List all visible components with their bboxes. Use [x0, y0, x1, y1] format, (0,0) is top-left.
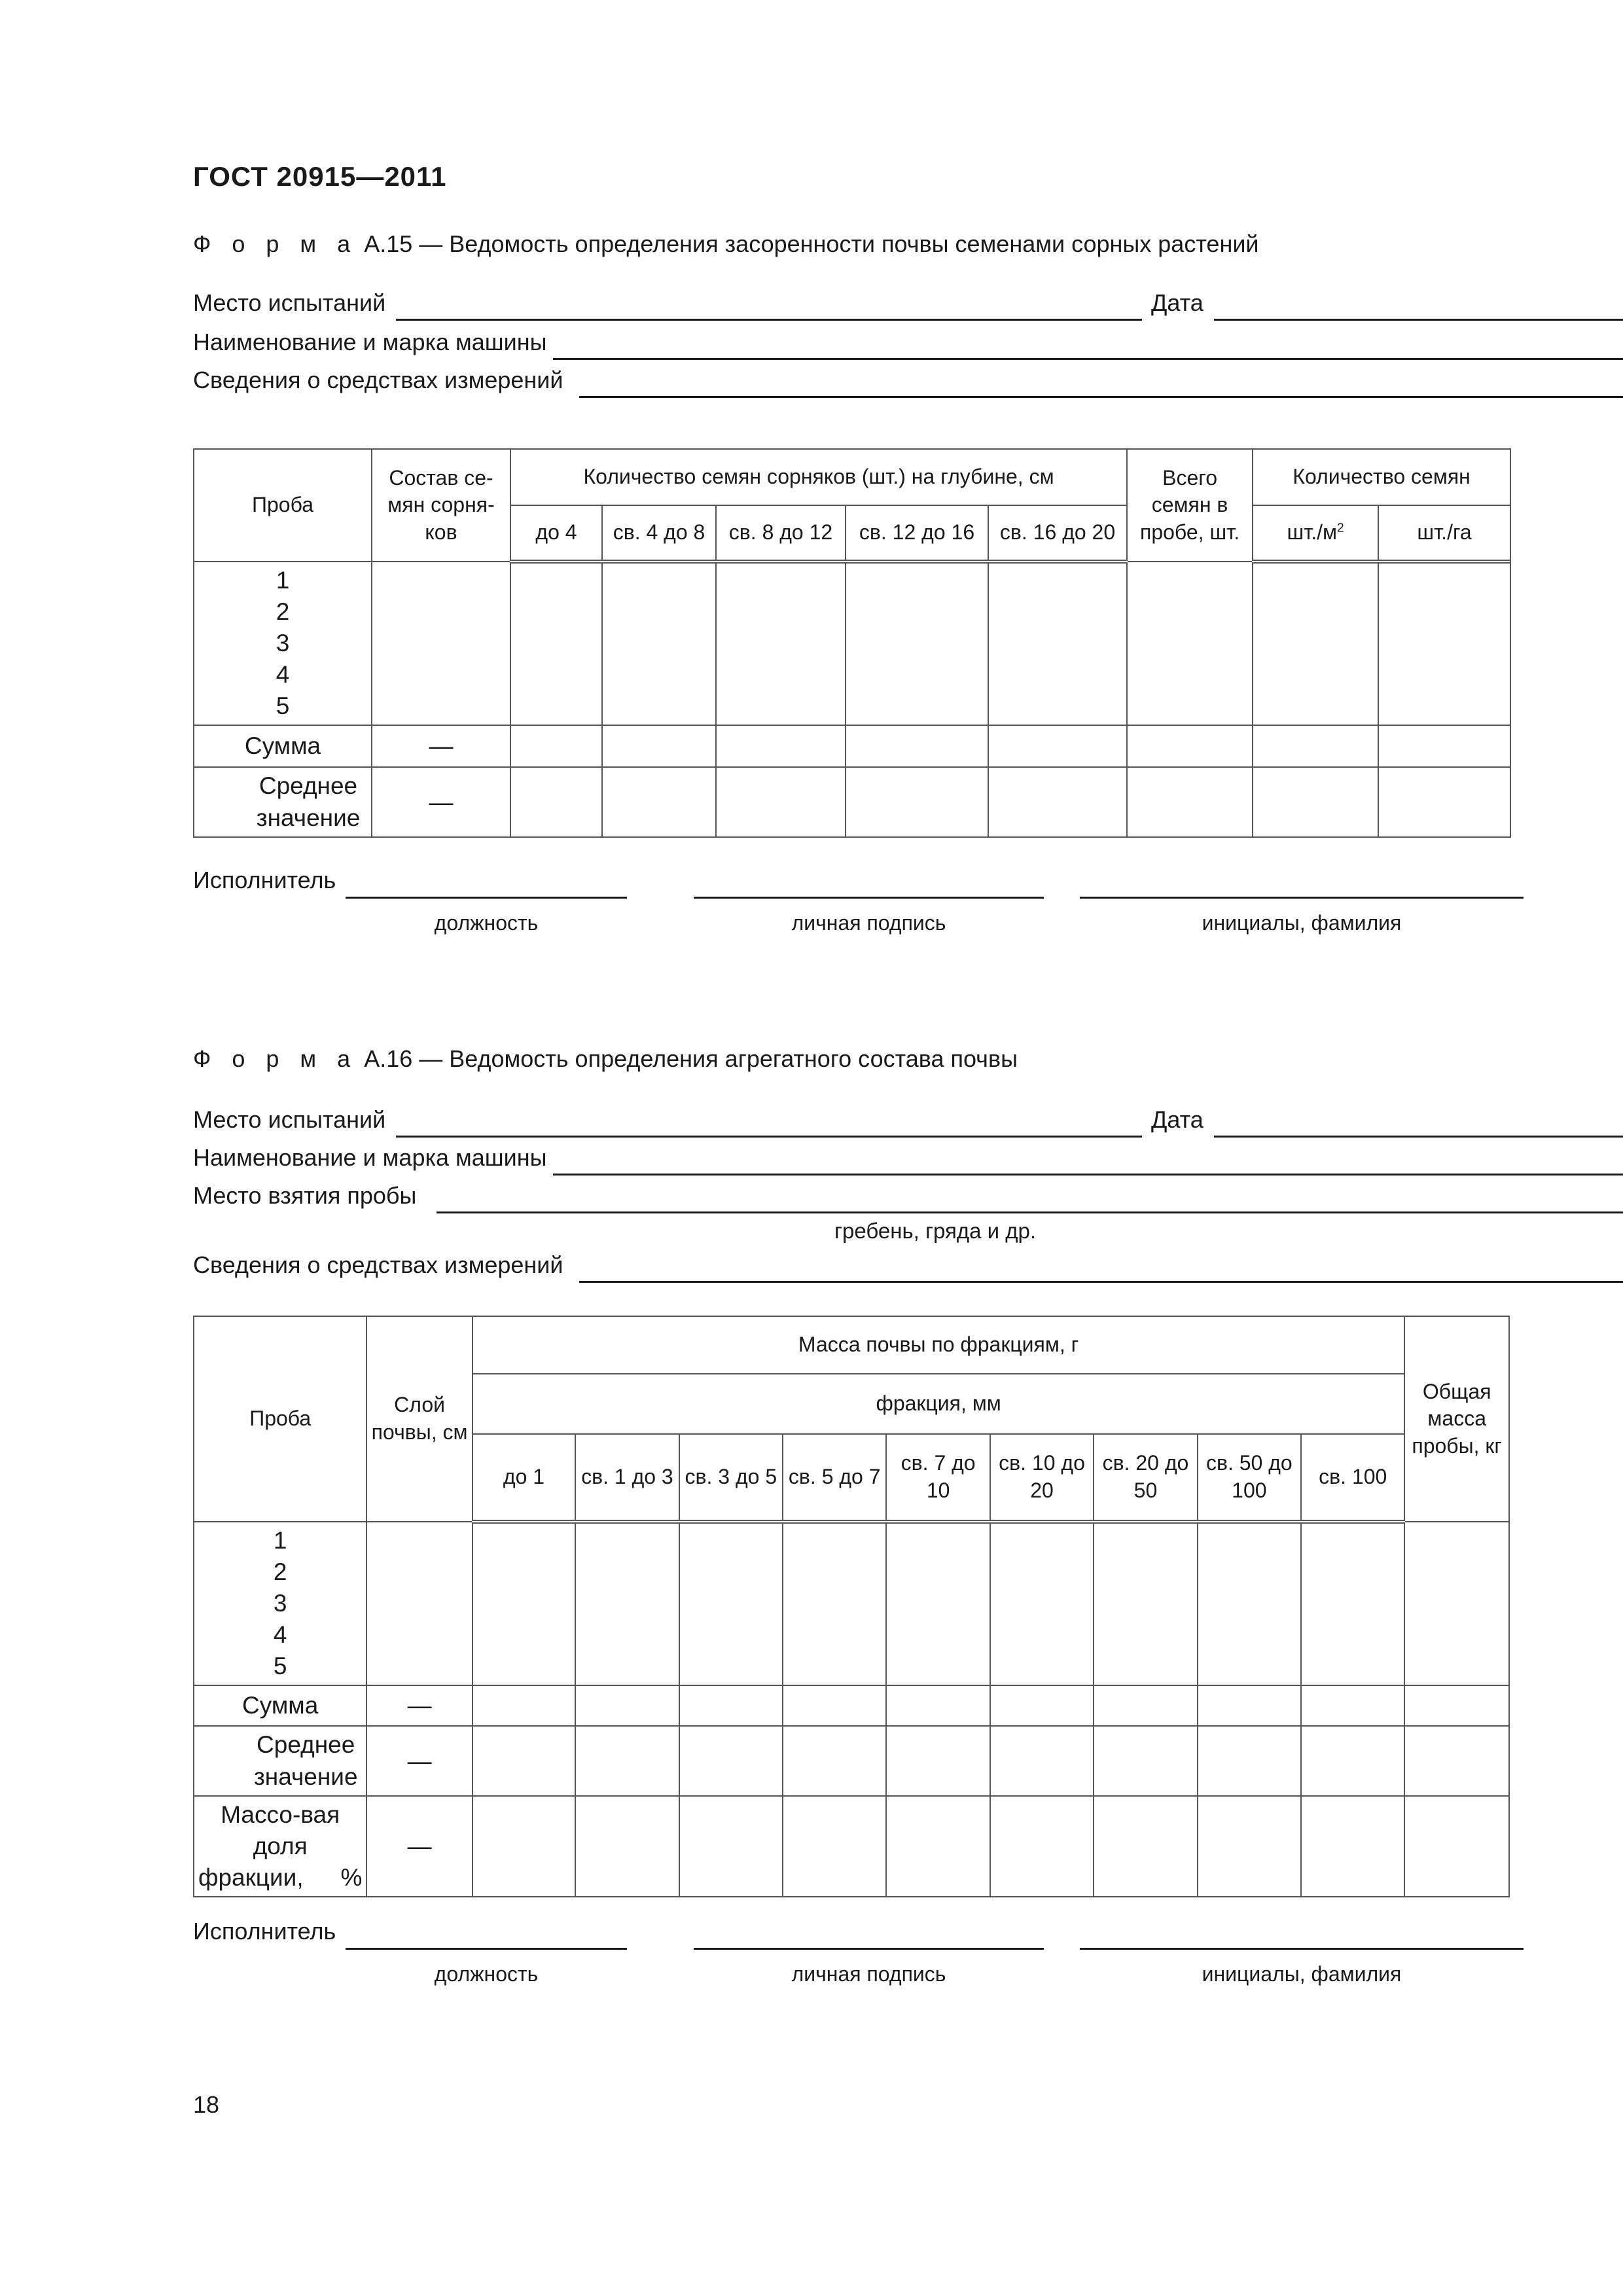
form16-sample-place-note: гребень, гряда и др.: [834, 1219, 1037, 1243]
unit-m2-sup: 2: [1337, 521, 1344, 535]
table-cell[interactable]: [1094, 1685, 1197, 1726]
table-cell[interactable]: [716, 767, 846, 836]
table-cell[interactable]: [886, 1685, 990, 1726]
table-cell[interactable]: [473, 1685, 575, 1726]
table-cell[interactable]: [1378, 725, 1510, 767]
form16-sample-place-line[interactable]: [437, 1211, 1623, 1213]
table-cell[interactable]: [1198, 1796, 1301, 1897]
form15-title-text: А.15 — Ведомость определения засоренности почвы семенами сорных растений: [357, 230, 1259, 257]
form16-sample-place-field: [193, 1181, 1508, 1213]
table-cell[interactable]: [1198, 1685, 1301, 1726]
table-cell[interactable]: [716, 562, 846, 725]
form15-date-label: Дата: [1151, 289, 1204, 316]
form16-machine-line[interactable]: [553, 1174, 1623, 1175]
form16-place-date-field: [193, 1105, 1508, 1138]
table-cell[interactable]: [1404, 1685, 1509, 1726]
table-cell[interactable]: [988, 725, 1127, 767]
form16-date-line[interactable]: [1214, 1136, 1623, 1138]
form15-instruments-label: Сведения о средствах измерений: [193, 367, 563, 393]
table-cell[interactable]: [1253, 767, 1378, 836]
table-row: [194, 1796, 1509, 1897]
form15-name-line[interactable]: [1080, 897, 1524, 899]
col-probe-header: Проба: [194, 1316, 366, 1522]
col-fraction-9: св. 100: [1301, 1434, 1404, 1522]
table-row: [194, 1685, 1509, 1726]
table-cell[interactable]: [1094, 1726, 1197, 1795]
col-layer-header: Слой почвы, см: [366, 1316, 472, 1522]
form16-title-text: А.16 — Ведомость определения агрегатного состава почвы: [357, 1045, 1018, 1072]
col-total-header: Всего семян в пробе, шт.: [1127, 449, 1253, 562]
row-mean-text: Среднее значение: [256, 772, 361, 831]
table-cell[interactable]: [679, 1726, 783, 1795]
row-mean-label: [194, 767, 372, 836]
col-depth-3: св. 8 до 12: [716, 505, 846, 562]
row-mean-text: Среднее значение: [253, 1731, 358, 1790]
form16-place-label: Место испытаний: [193, 1106, 386, 1133]
form16-title: [193, 1045, 1018, 1073]
page-number: 18: [193, 2091, 220, 2118]
form15-title-prefix: Ф о р м а: [193, 230, 358, 257]
table-cell[interactable]: [366, 1522, 472, 1685]
table-row: [194, 725, 1510, 767]
form15-place-date-field: [193, 288, 1508, 321]
table-cell[interactable]: [846, 767, 988, 836]
form15-signature-caption: личная подпись: [791, 911, 946, 935]
col-fraction-6: св. 10 до 20: [990, 1434, 1094, 1522]
form15-place-label: Место испытаний: [193, 289, 386, 316]
col-fraction-3: св. 3 до 5: [679, 1434, 783, 1522]
table-cell[interactable]: [1404, 1796, 1509, 1897]
table-cell[interactable]: [602, 767, 716, 836]
form16-instruments-field: [193, 1250, 1508, 1283]
table-cell[interactable]: [783, 1796, 886, 1897]
form16-instruments-line[interactable]: [579, 1281, 1623, 1283]
dash-cell: —: [372, 725, 510, 767]
form16-machine-label: Наименование и марка машины: [193, 1144, 547, 1171]
form16-date-label: Дата: [1151, 1106, 1204, 1133]
table-cell[interactable]: [473, 1726, 575, 1795]
col-fraction-4: св. 5 до 7: [783, 1434, 886, 1522]
table-cell[interactable]: [602, 562, 716, 725]
table-cell[interactable]: [679, 1796, 783, 1897]
col-fraction-2: св. 1 до 3: [575, 1434, 679, 1522]
table-cell[interactable]: [783, 1685, 886, 1726]
form15-date-line[interactable]: [1214, 319, 1623, 321]
form15-executor-label: Исполнитель: [193, 867, 336, 893]
table-cell[interactable]: [886, 1522, 990, 1685]
table-cell[interactable]: [1301, 1522, 1404, 1685]
form15-machine-line[interactable]: [553, 358, 1623, 360]
table-row: [194, 1522, 1509, 1685]
table-cell[interactable]: [1127, 725, 1253, 767]
form16-executor-label: Исполнитель: [193, 1918, 336, 1945]
form16-name-caption: инициалы, фамилия: [1202, 1962, 1402, 1986]
table-cell[interactable]: [473, 1522, 575, 1685]
form15-place-line[interactable]: [396, 319, 1142, 321]
dash-cell: —: [366, 1726, 472, 1795]
col-depth-1: до 4: [510, 505, 602, 562]
dash-cell: —: [366, 1685, 472, 1726]
form15-position-line[interactable]: [346, 897, 627, 899]
table-cell[interactable]: [886, 1796, 990, 1897]
sample-numbers: 1 2 3 4 5: [194, 1522, 366, 1685]
document-code: ГОСТ 20915—2011: [193, 161, 447, 192]
table-cell[interactable]: [1378, 767, 1510, 836]
form15-instruments-line[interactable]: [579, 396, 1623, 398]
table-cell[interactable]: [575, 1685, 679, 1726]
table-cell[interactable]: [679, 1685, 783, 1726]
table-cell[interactable]: [473, 1796, 575, 1897]
col-mass-group-header: Масса почвы по фракциям, г: [473, 1316, 1405, 1374]
col-unit-ha: шт./га: [1378, 505, 1510, 562]
table-row: [194, 767, 1510, 836]
form16-place-line[interactable]: [396, 1136, 1142, 1138]
form16-instruments-label: Сведения о средствах измерений: [193, 1251, 563, 1278]
form16-machine-field: [193, 1143, 1508, 1175]
col-total-mass-header: Общая масса пробы, кг: [1404, 1316, 1509, 1522]
table-row: [194, 1726, 1509, 1795]
table-cell[interactable]: [990, 1726, 1094, 1795]
table-cell[interactable]: [372, 562, 510, 725]
col-unit-m2: [1253, 505, 1378, 562]
row-sum-label: Сумма: [194, 1685, 366, 1726]
form16-table: [193, 1316, 1510, 1897]
table-cell[interactable]: [1198, 1726, 1301, 1795]
col-depth-2: св. 4 до 8: [602, 505, 716, 562]
col-fraction-8: св. 50 до 100: [1198, 1434, 1301, 1522]
table-cell[interactable]: [1301, 1685, 1404, 1726]
table-cell[interactable]: [510, 562, 602, 725]
col-fraction-7: св. 20 до 50: [1094, 1434, 1197, 1522]
table-cell[interactable]: [990, 1522, 1094, 1685]
table-cell[interactable]: [1301, 1796, 1404, 1897]
form16-position-line[interactable]: [346, 1948, 627, 1950]
col-depth-group-header: Количество семян сорняков (шт.) на глубине, см: [510, 449, 1127, 505]
table-cell[interactable]: [1127, 562, 1253, 725]
table-cell[interactable]: [1378, 562, 1510, 725]
dash-cell: —: [366, 1796, 472, 1897]
table-cell[interactable]: [1301, 1726, 1404, 1795]
unit-m2-text: шт./м: [1287, 520, 1337, 545]
form16-signature-line[interactable]: [694, 1948, 1044, 1950]
row-share-label: Массо-вая доля фракции, %: [194, 1796, 366, 1897]
table-cell[interactable]: [510, 725, 602, 767]
col-composition-header: Состав се-мян сорня-ков: [372, 449, 510, 562]
form16-name-line[interactable]: [1080, 1948, 1524, 1950]
table-cell[interactable]: [1404, 1726, 1509, 1795]
form15-title: [193, 230, 1259, 258]
table-cell[interactable]: [510, 767, 602, 836]
table-cell[interactable]: [575, 1796, 679, 1897]
table-cell[interactable]: [1404, 1522, 1509, 1685]
col-probe-header: Проба: [194, 449, 372, 562]
table-cell[interactable]: [602, 725, 716, 767]
form15-instruments-field: [193, 365, 1508, 398]
sample-numbers: 1 2 3 4 5: [194, 562, 372, 725]
table-cell[interactable]: [1094, 1796, 1197, 1897]
table-cell[interactable]: [575, 1726, 679, 1795]
table-cell[interactable]: [575, 1522, 679, 1685]
table-cell[interactable]: [990, 1796, 1094, 1897]
dash-cell: —: [372, 767, 510, 836]
form15-position-caption: должность: [434, 911, 539, 935]
row-mean-label: [194, 1726, 366, 1795]
table-cell[interactable]: [1127, 767, 1253, 836]
form16-sample-place-label: Место взятия пробы: [193, 1182, 417, 1209]
col-fraction-5: св. 7 до 10: [886, 1434, 990, 1522]
table-cell[interactable]: [1253, 725, 1378, 767]
form15-name-caption: инициалы, фамилия: [1202, 911, 1402, 935]
table-cell[interactable]: [783, 1726, 886, 1795]
form15-signature-line[interactable]: [694, 897, 1044, 899]
table-cell[interactable]: [988, 562, 1127, 725]
col-depth-4: св. 12 до 16: [846, 505, 988, 562]
table-cell[interactable]: [1094, 1522, 1197, 1685]
form16-position-caption: должность: [434, 1962, 539, 1986]
table-row: [194, 562, 1510, 725]
table-cell[interactable]: [679, 1522, 783, 1685]
table-cell[interactable]: [990, 1685, 1094, 1726]
table-cell[interactable]: [886, 1726, 990, 1795]
form16-signature-caption: личная подпись: [791, 1962, 946, 1986]
form15-table: [193, 448, 1511, 838]
table-cell[interactable]: [783, 1522, 886, 1685]
form16-title-prefix: Ф о р м а: [193, 1045, 358, 1072]
form15-machine-field: [193, 327, 1508, 360]
row-sum-label: Сумма: [194, 725, 372, 767]
col-fraction-1: до 1: [473, 1434, 575, 1522]
form15-machine-label: Наименование и марка машины: [193, 329, 547, 355]
table-cell[interactable]: [1253, 562, 1378, 725]
table-cell[interactable]: [988, 767, 1127, 836]
col-count-group-header: Количество семян: [1253, 449, 1510, 505]
table-cell[interactable]: [846, 562, 988, 725]
table-cell[interactable]: [846, 725, 988, 767]
col-fraction-header: фракция, мм: [473, 1374, 1405, 1434]
col-depth-5: св. 16 до 20: [988, 505, 1127, 562]
table-cell[interactable]: [716, 725, 846, 767]
table-cell[interactable]: [1198, 1522, 1301, 1685]
